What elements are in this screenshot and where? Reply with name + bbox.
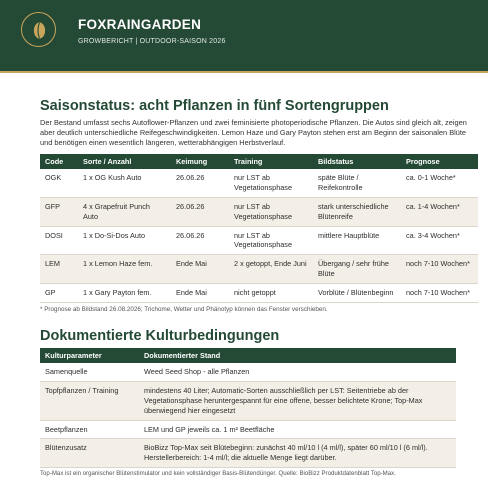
table-cell: Weed Seed Shop - alle Pflanzen [139,363,456,381]
intro-paragraph: Der Bestand umfasst sechs Autoflower-Pflanzen und zwei feminisierte photoperiodische Pflanzen. Die Autos sind gleich alt, zeigen aber deutlich unterschiedliche Reifegeschwindigkeiten. Lemon Haze und Gary Payton stehen erst am Beginn der saisonalen Blüte und benötigen einen wesentlich längeren, wetterabhängigen Herbstverlauf. [40,118,467,148]
table-cell: BioBizz Top-Max seit Blütebeginn: zunächst 40 ml/10 l (4 ml/l), später 60 ml/10 l (6 ml/l). Herstellerbereich: 1-4 ml/l; die aktuelle Menge liegt darüber. [139,439,456,468]
table-row [40,382,456,420]
table-cell: 4 x Grapefruit Punch Auto [78,198,171,227]
table-cell: 1 x Gary Payton fem. [78,283,171,302]
column-header: Prognose [401,154,478,170]
table-cell: ca. 3-4 Wochen* [401,226,478,255]
table-row [40,255,478,284]
column-header: Training [229,154,313,170]
table-cell: mittlere Hauptblüte [313,226,401,255]
table-cell: GP [40,283,78,302]
table-cell: noch 7-10 Wochen* [401,255,478,284]
table-row [40,226,478,255]
table-cell: noch 7-10 Wochen* [401,283,478,302]
forecast-footnote: * Prognose ab Bildstand 26.08.2026; Trichome, Wetter und Phänotyp können das Fenster verschieben. [40,305,328,313]
table-row [40,283,478,302]
table-cell: Topfpflanzen / Training [40,382,139,420]
table-cell: GFP [40,198,78,227]
column-header: Sorte / Anzahl [78,154,171,170]
table-cell: stark unterschiedliche Blütenreife [313,198,401,227]
table-cell: OGK [40,169,78,197]
table-cell: LEM [40,255,78,284]
table-row [40,439,456,468]
table-cell: LEM und GP jeweils ca. 1 m² Beetfläche [139,420,456,439]
source-footnote: Top-Max ist ein organischer Blütenstimulator und kein vollständiger Basis-Blütendünger. Quelle: BioBizz Produktdatenblatt Top-Max. [40,469,396,477]
table-cell: Beetpflanzen [40,420,139,439]
table-cell: ca. 1-4 Wochen* [401,198,478,227]
table-row [40,420,456,439]
table-cell: nur LST ab Vegetationsphase [229,169,313,197]
report-header [0,0,488,71]
section-title-saisonstatus: Saisonstatus: acht Pflanzen in fünf Sortengruppen [40,98,389,114]
strain-status-table [40,154,478,303]
table-cell: 2 x getoppt, Ende Juni [229,255,313,284]
table-cell: Ende Mai [171,255,229,284]
table-cell: 1 x OG Kush Auto [78,169,171,197]
table-cell: nur LST ab Vegetationsphase [229,226,313,255]
table-cell: 1 x Lemon Haze fem. [78,255,171,284]
table-cell: ca. 0-1 Woche* [401,169,478,197]
section-title-kulturbedingungen: Dokumentierte Kulturbedingungen [40,327,280,344]
seed-logo-icon [21,12,56,47]
column-header: Code [40,154,78,170]
column-header: Keimung [171,154,229,170]
column-header: Kulturparameter [40,348,139,364]
table-cell: Vorblüte / Blütenbeginn [313,283,401,302]
table-cell: mindestens 40 Liter; Automatic-Sorten ausschließlich per LST: Seitentriebe ab der Vegetationsphase heruntergespannt für eine offene, besser belichtete Krone; Top-Max überwiegend hier eingesetzt [139,382,456,420]
table-cell: 1 x Do-Si-Dos Auto [78,226,171,255]
table-cell: 26.06.26 [171,226,229,255]
table-cell: DOSI [40,226,78,255]
table-cell: Übergang / sehr frühe Blüte [313,255,401,284]
table-cell: Ende Mai [171,283,229,302]
table-row [40,363,456,381]
table-cell: Blütenzusatz [40,439,139,468]
column-header: Bildstatus [313,154,401,170]
table-row [40,169,478,197]
table-header-row [40,348,456,364]
table-cell: Samenquelle [40,363,139,381]
report-content [0,98,488,477]
table-header-row [40,154,478,170]
table-cell: späte Blüte / Reifekontrolle [313,169,401,197]
table-cell: 26.06.26 [171,198,229,227]
table-cell: nicht getoppt [229,283,313,302]
table-row [40,198,478,227]
report-subtitle: GROWBERICHT | OUTDOOR-SAISON 2026 [78,38,226,45]
header-divider [0,71,488,73]
column-header: Dokumentierter Stand [139,348,456,364]
table-cell: 26.06.26 [171,169,229,197]
cultivation-table [40,348,456,468]
brand-title: FOXRAINGARDEN [78,17,202,32]
table-cell: nur LST ab Vegetationsphase [229,198,313,227]
